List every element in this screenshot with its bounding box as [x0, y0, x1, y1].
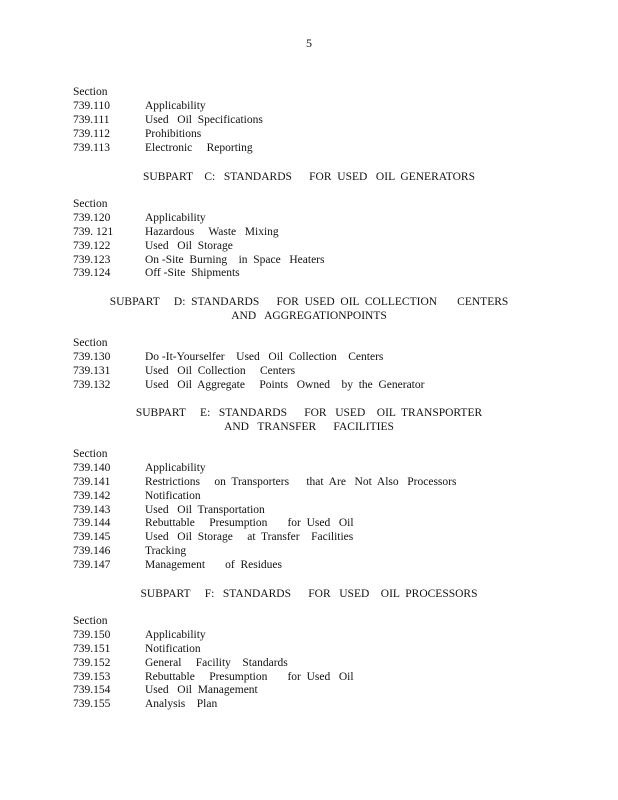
- list-item: [73, 351, 424, 365]
- list-item: [73, 559, 456, 573]
- section-heading: Section: [73, 337, 108, 349]
- section-title: Rebuttable Presumption for Used Oil: [145, 670, 354, 683]
- section-title: Applicability: [145, 211, 206, 224]
- section-title: Electronic Reporting: [145, 141, 253, 154]
- section-number: 739.145: [73, 531, 111, 544]
- subpart-e-heading-line2: AND TRANSFER FACILITIES: [224, 421, 394, 433]
- section-title: Notification: [145, 642, 201, 655]
- section-number: 739.124: [73, 267, 111, 280]
- section-number: 739.112: [73, 127, 110, 140]
- list-item: [73, 462, 456, 476]
- list-item: [73, 657, 354, 671]
- section-title: Used Oil Transportation: [145, 503, 265, 516]
- subpart-f-heading: SUBPART F: STANDARDS FOR USED OIL PROCESSORS: [140, 588, 478, 600]
- section-list-subpart-d: [73, 337, 424, 393]
- list-item: [73, 671, 354, 685]
- list-item: [73, 504, 456, 518]
- page-number: 5: [306, 36, 312, 50]
- section-list-subpart-f: [73, 615, 354, 712]
- section-title: Used Oil Collection Centers: [145, 364, 296, 377]
- section-title: Used Oil Storage: [145, 239, 233, 252]
- section-number: 739.110: [73, 99, 110, 112]
- section-number: 739.147: [73, 559, 111, 572]
- list-item: [73, 698, 354, 712]
- section-number: 739.154: [73, 684, 111, 697]
- section-list-subpart-c: [73, 198, 325, 281]
- section-number: 739.151: [73, 642, 111, 655]
- list-item: [73, 531, 456, 545]
- section-title: Analysis Plan: [145, 698, 218, 711]
- list-item: [73, 240, 325, 254]
- section-title: Applicability: [145, 461, 206, 474]
- section-title: Off -Site Shipments: [145, 267, 240, 280]
- section-number: 739.152: [73, 656, 111, 669]
- list-item: [73, 643, 354, 657]
- section-number: 739.155: [73, 698, 111, 711]
- list-item: [73, 476, 456, 490]
- section-title: On -Site Burning in Space Heaters: [145, 253, 325, 266]
- section-title: Prohibitions: [145, 127, 202, 140]
- list-item: [73, 684, 354, 698]
- section-title: Used Oil Aggregate Points Owned by the Generator: [145, 378, 425, 391]
- section-title: Restrictions on Transporters that Are Not Also Processors: [145, 475, 457, 488]
- section-title: Rebuttable Presumption for Used Oil: [145, 517, 354, 530]
- section-title: Applicability: [145, 628, 206, 641]
- section-title: Used Oil Storage at Transfer Facilities: [145, 531, 354, 544]
- section-number: 739.153: [73, 670, 111, 683]
- section-heading: Section: [73, 615, 108, 627]
- subpart-c-heading: SUBPART C: STANDARDS FOR USED OIL GENERATORS: [143, 171, 475, 183]
- section-number: 739.130: [73, 350, 111, 363]
- section-heading: Section: [73, 448, 108, 460]
- list-item: [73, 128, 263, 142]
- section-number: 739.142: [73, 489, 111, 502]
- list-item: [73, 226, 325, 240]
- list-item: [73, 517, 456, 531]
- section-title: Used Oil Management: [145, 684, 258, 697]
- section-number: 739. 121: [73, 225, 114, 238]
- section-number: 739.131: [73, 364, 111, 377]
- section-title: Hazardous Waste Mixing: [145, 225, 279, 238]
- section-number: 739.140: [73, 461, 111, 474]
- subpart-d-heading-line1: SUBPART D: STANDARDS FOR USED OIL COLLECTION CENTERS: [109, 296, 509, 308]
- section-title: Used Oil Specifications: [145, 113, 263, 126]
- list-item: [73, 490, 456, 504]
- section-number: 739.141: [73, 475, 111, 488]
- section-list-subpart-e: [73, 448, 456, 573]
- list-item: [73, 254, 325, 268]
- subpart-e-heading-line1: SUBPART E: STANDARDS FOR USED OIL TRANSPORTER: [135, 407, 483, 419]
- list-item: [73, 629, 354, 643]
- section-number: 739.132: [73, 378, 111, 391]
- section-title: Applicability: [145, 99, 206, 112]
- section-number: 739.122: [73, 239, 111, 252]
- section-title: Management of Residues: [145, 559, 283, 572]
- section-number: 739.123: [73, 253, 111, 266]
- section-number: 739.144: [73, 517, 111, 530]
- section-heading: Section: [73, 86, 108, 98]
- list-item: [73, 142, 263, 156]
- list-item: [73, 545, 456, 559]
- list-item: [73, 114, 263, 128]
- list-item: [73, 379, 424, 393]
- subpart-d-heading-line2: AND AGGREGATIONPOINTS: [231, 310, 387, 322]
- section-title: General Facility Standards: [145, 656, 288, 669]
- section-number: 739.146: [73, 545, 111, 558]
- section-number: 739.120: [73, 211, 111, 224]
- list-item: [73, 100, 263, 114]
- section-number: 739.113: [73, 141, 110, 154]
- section-list-general: [73, 86, 263, 155]
- section-number: 739.111: [73, 113, 110, 126]
- list-item: [73, 212, 325, 226]
- section-title: Do -It-Yourselfer Used Oil Collection Centers: [145, 350, 384, 363]
- list-item: [73, 267, 325, 281]
- section-title: Tracking: [145, 545, 187, 558]
- list-item: [73, 365, 424, 379]
- section-number: 739.150: [73, 628, 111, 641]
- section-heading: Section: [73, 198, 108, 210]
- section-number: 739.143: [73, 503, 111, 516]
- section-title: Notification: [145, 489, 201, 502]
